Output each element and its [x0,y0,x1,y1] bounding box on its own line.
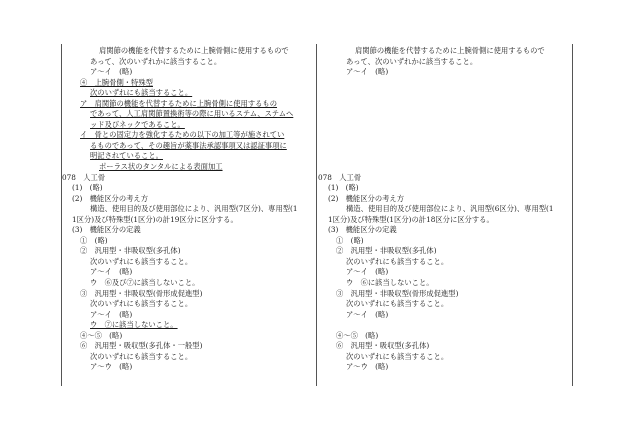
text-line [62,267,314,278]
text-line [318,130,570,141]
text-line [62,151,314,162]
text-line [62,130,314,141]
line-text: (2) 機能区分の考え方 [72,193,149,203]
text-line [318,151,570,162]
text-line [318,331,570,342]
text-line [318,120,570,131]
line-text: ウ ⑥に該当しないこと。 [346,278,434,288]
text-line [62,57,314,68]
text-line [62,299,314,310]
line-text: 肩関節の機能を代替するために上腕骨側に使用するもので [355,46,545,55]
line-text: ウ ⑦に該当しないこと。 [90,320,178,330]
line-text: ④～⑤ (略) [336,330,379,340]
line-text: ③ 汎用型・非吸収型(骨形成促進型) [80,288,203,298]
revised-text-column [62,46,314,373]
text-line [318,289,570,300]
text-line [62,99,314,110]
line-text: 078 人工骨 [62,172,106,182]
line-text: 構造、使用目的及び使用部位により、汎用型(6区分)、専用型(1 [346,204,554,214]
text-line [62,236,314,247]
line-text: イ 骨との固定力を強化するための以下の加工等が施されてい [80,130,285,140]
line-text: ッド及びネックであること。 [90,119,185,129]
center-column-divider [316,44,317,386]
line-text: 次のいずれにも該当すること。 [346,256,449,266]
text-line [318,78,570,89]
line-text: (3) 機能区分の定義 [72,225,141,235]
line-text: 構造、使用目的及び使用部位により、汎用型(7区分)、専用型(1 [90,204,298,214]
text-line [62,88,314,99]
text-line [318,57,570,68]
line-text: ① (略) [336,235,364,245]
line-text: 次のいずれにも該当すること。 [346,351,449,361]
line-text: 次のいずれにも該当すること。 [346,299,449,309]
line-text: ③ 汎用型・非吸収型(骨形成促進型) [336,288,459,298]
text-line [318,310,570,321]
line-text: 肩関節の機能を代替するために上腕骨側に使用するもので [99,46,289,55]
text-line [62,162,314,173]
line-text: ④～⑤ (略) [80,330,123,340]
text-line [318,362,570,373]
line-text: 次のいずれにも該当すること。 [90,299,193,309]
text-line [318,341,570,352]
line-text: ア～イ (略) [346,67,389,77]
text-line [318,194,570,205]
text-line [318,67,570,78]
text-line [62,362,314,373]
text-line [318,204,570,215]
line-text: ア～イ (略) [346,309,389,319]
text-line [62,204,314,215]
text-line [318,236,570,247]
text-line [62,215,314,226]
text-line [318,141,570,152]
line-text: ② 汎用型・非吸収型(多孔体) [336,246,437,256]
line-text: ア～イ (略) [90,267,133,277]
line-text: ② 汎用型・非吸収型(多孔体) [80,246,181,256]
line-text: あって、次のいずれかに該当すること。 [346,56,478,66]
text-line [318,320,570,331]
text-line [62,67,314,78]
line-text: (3) 機能区分の定義 [328,225,397,235]
text-line [62,109,314,120]
line-text: 次のいずれにも該当すること。 [90,88,193,98]
line-text: ④ 上腕骨側・特殊型 [80,77,153,87]
text-line [318,299,570,310]
current-text-column [318,46,570,373]
text-line [318,267,570,278]
text-line [62,331,314,342]
text-line [62,194,314,205]
line-text: ア 肩関節の機能を代替するために上腕骨側に使用するもの [80,98,278,108]
line-text: ア～ウ (略) [90,362,133,372]
text-line [318,99,570,110]
line-text: 明記されていること。 [90,151,163,161]
text-line [62,352,314,363]
line-text: 078 人工骨 [318,172,362,182]
right-column-border [572,44,573,386]
text-line [318,246,570,257]
line-text: ポーラス状のタンタルによる表面加工 [99,162,223,172]
text-line [62,141,314,152]
text-line [318,109,570,120]
line-text: ア～ウ (略) [346,362,389,372]
text-line [318,278,570,289]
line-text: ① (略) [80,235,108,245]
line-text: ア～イ (略) [90,309,133,319]
text-line [62,289,314,300]
line-text: るものであって、その趣旨が薬事法承認事項又は認証事項に [90,140,287,150]
line-text: ウ ⑥及び⑦に該当しないこと。 [90,278,200,288]
line-text: (2) 機能区分の考え方 [328,193,405,203]
text-line [62,78,314,89]
line-text: 次のいずれにも該当すること。 [90,351,193,361]
line-text: ⑥ 汎用型・吸収型(多孔体・一般型) [80,341,203,351]
text-line [62,257,314,268]
text-line [318,352,570,363]
text-line [62,278,314,289]
text-line [318,173,570,184]
line-text: (1) (略) [72,183,103,193]
text-line [318,257,570,268]
text-line [62,183,314,194]
text-line [62,320,314,331]
text-line [62,225,314,236]
line-text: 次のいずれにも該当すること。 [90,256,193,266]
text-line [62,173,314,184]
line-text: ア～イ (略) [346,267,389,277]
line-text: あって、次のいずれかに該当すること。 [90,56,222,66]
line-text: であって、人工肩関節置換術等の際に用いるステム、ステムへ [90,109,294,119]
text-line [318,88,570,99]
text-line [62,246,314,257]
line-text: ア～イ (略) [90,67,133,77]
text-line [318,162,570,173]
line-text: (1) (略) [328,183,359,193]
text-line [62,341,314,352]
line-text: 1区分)及び特殊型(1区分)の計18区分に区分する。 [328,214,494,224]
text-line [318,183,570,194]
text-line [62,120,314,131]
text-line [318,46,570,57]
text-line [318,215,570,226]
line-text: 1区分)及び特殊型(1区分)の計19区分に区分する。 [72,214,238,224]
text-line [62,46,314,57]
text-line [62,310,314,321]
line-text: ⑥ 汎用型・吸収型(多孔体) [336,341,430,351]
text-line [318,225,570,236]
